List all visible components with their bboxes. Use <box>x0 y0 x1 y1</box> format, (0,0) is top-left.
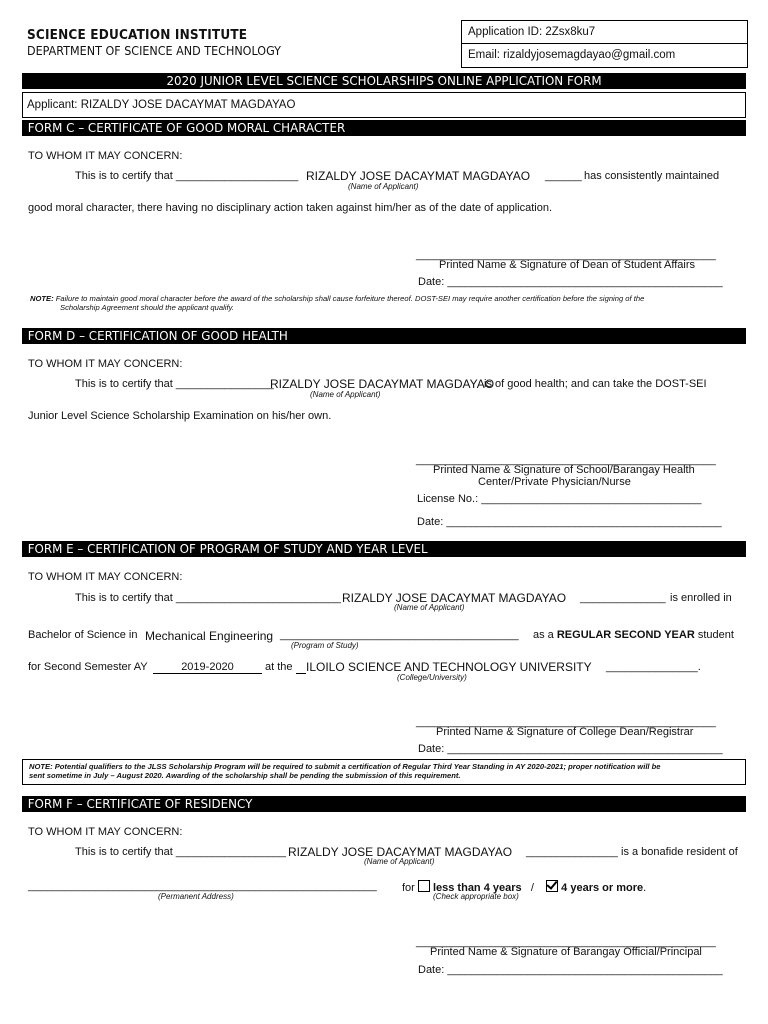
form-c-header <box>22 120 746 136</box>
form-c-name-trail: ______ <box>545 170 582 182</box>
form-d-body-line2: Junior Level Science Scholarship Examination on his/her own. <box>28 410 332 422</box>
form-c-signature-line: _________________________________________________ <box>416 249 716 261</box>
form-e-program-caption: (Program of Study) <box>291 641 359 650</box>
form-title-bar <box>22 73 746 89</box>
form-e-signature-line: _________________________________________________ <box>416 716 716 728</box>
four-years-or-more-checkbox[interactable] <box>546 880 558 892</box>
form-f-certify-prefix: This is to certify that __________________ <box>75 846 286 858</box>
four-years-or-more-label: 4 years or more <box>561 882 644 894</box>
form-e-program: Mechanical Engineering <box>145 629 274 643</box>
form-e-academic-year: 2019-2020 <box>153 661 262 674</box>
form-c-note <box>30 294 644 312</box>
form-f-header <box>22 796 746 812</box>
form-e-name-trail: ______________ <box>580 592 666 604</box>
form-d-certify-suffix: is of good health; and can take the DOST-SEI <box>484 378 707 390</box>
form-f-title: FORM F – CERTIFICATE OF RESIDENCY <box>27 796 253 811</box>
form-e-certify-prefix: This is to certify that ___________________________ <box>75 592 342 604</box>
form-f-certify-suffix: is a bonafide resident of <box>621 846 738 858</box>
form-e-college-caption: (College/University) <box>397 673 467 682</box>
form-e-date: Date: _____________________________________________ <box>418 743 723 755</box>
form-c-note-label: NOTE: <box>30 294 54 303</box>
form-e-sem-prefix: for Second Semester AY <box>28 661 148 673</box>
form-d-title: FORM D – CERTIFICATION OF GOOD HEALTH <box>27 328 288 343</box>
form-d-salutation: TO WHOM IT MAY CONCERN: <box>28 358 183 370</box>
form-c-title: FORM C – CERTIFICATE OF GOOD MORAL CHARACTER <box>27 120 346 135</box>
form-c-note-line1: Failure to maintain good moral character before the award of the scholarship shall cause forfeiture thereof. DOST-SEI may require another certification before the signing of the <box>55 294 645 303</box>
form-e-program-trail: _______________________________________ <box>280 629 519 641</box>
form-e-signature-label: Printed Name & Signature of College Dean/Registrar <box>436 726 694 738</box>
form-f-signature-label: Printed Name & Signature of Barangay Official/Principal <box>430 946 702 958</box>
form-d-certify-prefix: This is to certify that ________________ <box>75 378 274 390</box>
application-id: Application ID: 2Zsx8ku7 <box>468 26 596 38</box>
form-f-date: Date: _____________________________________________ <box>418 964 723 976</box>
form-e-title: FORM E – CERTIFICATION OF PROGRAM OF STUDY AND YEAR LEVEL <box>27 541 428 556</box>
form-f-name-trail: _______________ <box>526 846 618 858</box>
form-d-name-caption: (Name of Applicant) <box>310 390 381 399</box>
form-e-name-caption: (Name of Applicant) <box>394 603 465 612</box>
form-e-at-the: at the <box>265 661 293 673</box>
form-e-college: ILOILO SCIENCE AND TECHNOLOGY UNIVERSITY <box>306 660 592 674</box>
form-c-applicant-name: RIZALDY JOSE DACAYMAT MAGDAYAO <box>306 169 531 183</box>
form-c-date: Date: _____________________________________________ <box>418 276 723 288</box>
form-d-signature-label-2: Center/Private Physician/Nurse <box>478 476 631 488</box>
form-d-date: Date: _____________________________________________ <box>417 516 722 528</box>
form-f-signature-line: _________________________________________________ <box>416 936 716 948</box>
form-f-applicant-name: RIZALDY JOSE DACAYMAT MAGDAYAO <box>288 845 513 859</box>
form-f-period: . <box>643 882 647 894</box>
form-e-certify-suffix: is enrolled in <box>670 592 732 604</box>
form-e-header <box>22 541 746 557</box>
form-c-body-line2: good moral character, there having no disciplinary action taken against him/her as of the date of application. <box>28 202 553 214</box>
department-name: DEPARTMENT OF SCIENCE AND TECHNOLOGY <box>27 44 281 58</box>
form-c-certify-suffix: has consistently maintained <box>584 170 720 182</box>
form-e-note-line1: NOTE: Potential qualifiers to the JLSS Scholarship Program will be required to submit a certification of Regular Third Year Standing in AY 2020-2021; proper notification will be <box>29 762 661 771</box>
applicant-email: Email: rizaldyjosemagdayao@gmail.com <box>462 43 747 66</box>
form-e-regular-suffix: student <box>697 629 734 641</box>
less-than-4-years-label: less than 4 years <box>432 882 522 894</box>
form-d-applicant-name: RIZALDY JOSE DACAYMAT MAGDAYAO <box>270 377 495 391</box>
form-f-slash: / <box>530 882 534 894</box>
form-f-name-caption: (Name of Applicant) <box>364 857 435 866</box>
form-c-note-line2: Scholarship Agreement should the applicant qualify. <box>60 303 234 312</box>
form-e-regular-prefix: as a <box>533 629 554 641</box>
form-e-regular-bold: REGULAR SECOND YEAR <box>556 629 695 641</box>
form-d-signature-label-1: Printed Name & Signature of School/Barangay Health <box>433 464 695 476</box>
form-c-name-caption: (Name of Applicant) <box>348 182 419 191</box>
form-title: 2020 JUNIOR LEVEL SCIENCE SCHOLARSHIPS ONLINE APPLICATION FORM <box>166 73 602 88</box>
form-e-salutation: TO WHOM IT MAY CONCERN: <box>28 571 183 583</box>
applicant-line: Applicant: RIZALDY JOSE DACAYMAT MAGDAYAO <box>22 92 746 118</box>
form-d-header <box>22 328 746 344</box>
form-f-for-label: for <box>402 882 415 894</box>
application-id-box <box>461 20 748 68</box>
form-d-license-no: License No.: ____________________________________ <box>417 493 702 505</box>
form-c-signature-label: Printed Name & Signature of Dean of Student Affairs <box>439 259 696 271</box>
form-e-college-lead-line <box>296 661 306 674</box>
form-e-note-line2: sent sometime in July – August 2020. Awarding of the scholarship shall be pending the submission of this requirement. <box>29 771 461 780</box>
form-f-address-line: _________________________________________________________ <box>28 880 377 892</box>
form-f-address-caption: (Permanent Address) <box>158 892 234 901</box>
institute-name: SCIENCE EDUCATION INSTITUTE <box>27 28 248 43</box>
form-e-college-trail: _______________. <box>606 661 701 673</box>
form-c-salutation: TO WHOM IT MAY CONCERN: <box>28 150 183 162</box>
form-f-salutation: TO WHOM IT MAY CONCERN: <box>28 826 183 838</box>
form-e-regular-standing <box>533 629 734 641</box>
form-d-signature-line: _________________________________________________ <box>416 454 716 466</box>
form-e-note <box>22 759 746 785</box>
less-than-4-years-checkbox[interactable] <box>418 880 430 892</box>
form-f-check-caption: (Check appropriate box) <box>433 892 519 901</box>
form-c-certify-prefix: This is to certify that ____________________ <box>75 170 299 182</box>
form-e-applicant-name: RIZALDY JOSE DACAYMAT MAGDAYAO <box>342 591 567 605</box>
form-e-bs-prefix: Bachelor of Science in <box>28 629 138 641</box>
